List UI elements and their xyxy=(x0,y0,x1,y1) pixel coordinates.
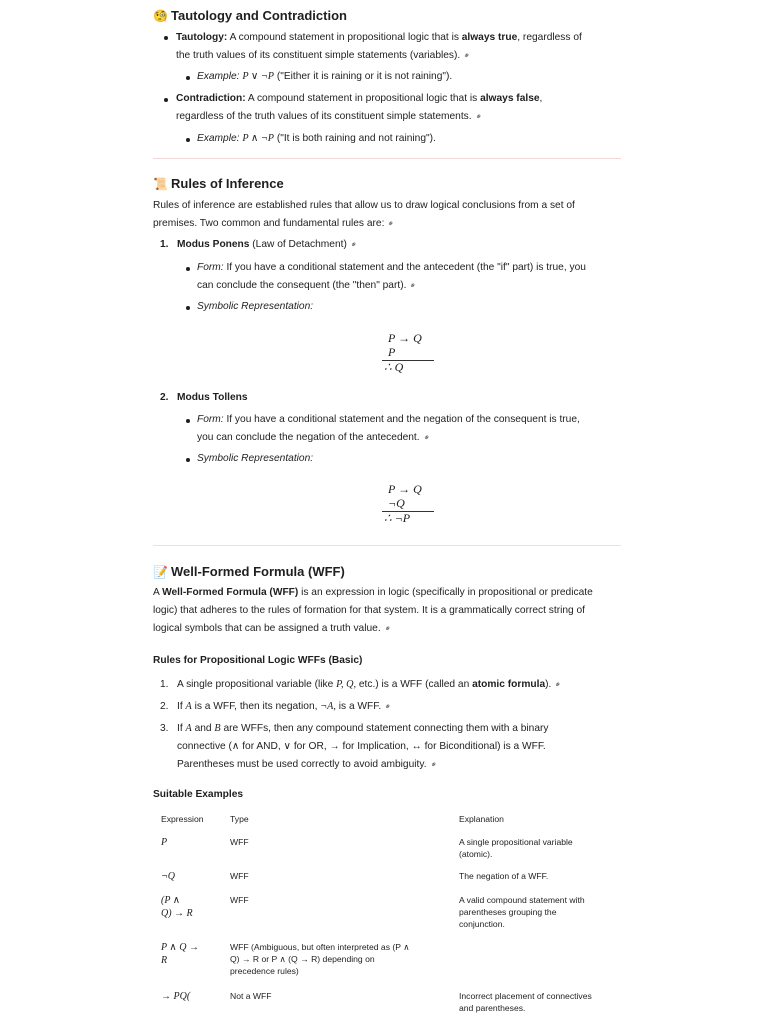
rule1-premise-2: P xyxy=(388,345,396,359)
inference-intro: Rules of inference are established rules that allow us to draw logical conclusions from a set of premises. Two common and fundamental rules are:⚭ xyxy=(153,197,621,233)
divider xyxy=(153,158,621,159)
contradiction-example: Example: P ∧ ¬P ("It is both raining and not raining"). xyxy=(197,133,436,144)
link-icon[interactable]: ⚭ xyxy=(348,239,360,251)
list-number: 2. xyxy=(160,392,169,403)
bullet-icon xyxy=(186,306,190,310)
table-cell-expression: P ∧ Q → R xyxy=(161,942,199,966)
table-cell-expression: → PQ( xyxy=(161,991,191,1002)
wff-rule-3: If A and B are WFFs, then any compound statement connecting them with a binary connective (∧ for AND, ∨ for OR, → for Implication, ↔ for Biconditional) is a WFF. Parentheses must be used correctly to avoid ambiguity.⚭ xyxy=(177,720,622,774)
bullet-icon xyxy=(186,138,190,142)
divider xyxy=(153,545,621,546)
table-cell-type: WFF (Ambiguous, but often interpreted as (P ∧ Q) → R or P ∧ (Q → R) depending on precedence rules) xyxy=(230,942,410,976)
rule2-symbolic-label: Symbolic Representation: xyxy=(197,453,314,464)
bullet-icon xyxy=(186,267,190,271)
rule2-premise-1: P → Q xyxy=(388,482,422,496)
tautology-example: Example: P ∨ ¬P ("Either it is raining or it is not raining"). xyxy=(197,71,453,82)
table-cell-expression: (P ∧ Q) → R xyxy=(161,895,193,919)
section-title-text: Tautology and Contradiction xyxy=(171,8,347,23)
list-number: 3. xyxy=(160,723,169,734)
link-icon[interactable]: ⚭ xyxy=(473,111,485,123)
table-cell-expression: P xyxy=(161,837,168,848)
contradiction-definition: Contradiction: A compound statement in propositional logic that is always false, regardless of the truth values of its constituent simple statements.⚭ xyxy=(176,90,626,126)
table-cell-type: WFF xyxy=(230,837,249,847)
link-icon[interactable]: ⚭ xyxy=(385,218,397,230)
table-cell-type: Not a WFF xyxy=(230,991,272,1001)
table-cell-type: WFF xyxy=(230,871,249,881)
list-number: 2. xyxy=(160,701,169,712)
section-title-wff xyxy=(153,564,345,579)
link-icon[interactable]: ⚭ xyxy=(421,432,433,444)
section-title-text: Rules of Inference xyxy=(171,176,284,191)
table-cell-explanation: The negation of a WFF. xyxy=(459,871,549,881)
section-title-inference xyxy=(153,176,284,191)
rule1-form: Form: If you have a conditional statement and the antecedent (the "if" part) is true, you can conclude the consequent (the "then" part).⚭ xyxy=(197,259,622,295)
rule1-premise-1: P → Q xyxy=(388,331,422,345)
table-cell-explanation: Incorrect placement of connectives and parentheses. xyxy=(459,991,592,1013)
link-icon[interactable]: ⚭ xyxy=(427,759,440,771)
bullet-icon xyxy=(186,419,190,423)
rule1-symbolic-label: Symbolic Representation: xyxy=(197,301,314,312)
bullet-icon xyxy=(186,76,190,80)
link-icon[interactable]: ⚭ xyxy=(461,50,473,62)
bullet-icon xyxy=(186,458,190,462)
section-title-text: Well-Formed Formula (WFF) xyxy=(171,564,345,579)
rule2-conclusion: ∴ ¬P xyxy=(384,511,411,525)
tautology-definition: Tautology: A compound statement in propositional logic that is always true, regardless of the truth values of its constituent simple statements (variables).⚭ xyxy=(176,29,626,65)
table-header-explanation: Explanation xyxy=(459,814,504,824)
table-cell-explanation: A single propositional variable (atomic). xyxy=(459,837,573,859)
scroll-icon: 📜 xyxy=(153,176,168,191)
table-cell-type: WFF xyxy=(230,895,249,905)
link-icon[interactable]: ⚭ xyxy=(382,623,394,635)
rule2-title: Modus Tollens xyxy=(177,392,248,403)
link-icon[interactable]: ⚭ xyxy=(552,679,564,691)
section-title-tautology xyxy=(153,8,347,23)
wff-rule-1: A single propositional variable (like P, Q, etc.) is a WFF (called an atomic formula).⚭ xyxy=(177,676,622,694)
bullet-icon xyxy=(164,98,168,102)
table-cell-expression: ¬Q xyxy=(161,871,175,882)
table-header-expression: Expression xyxy=(161,814,204,824)
table-header-type: Type xyxy=(230,814,249,824)
rule2-form: Form: If you have a conditional statement and the negation of the consequent is true, you can conclude the negation of the antecedent.⚭ xyxy=(197,411,622,447)
rule1-title: Modus Ponens (Law of Detachment)⚭ xyxy=(177,236,358,254)
wff-intro: A Well-Formed Formula (WFF) is an expression in logic (specifically in propositional or predicate logic) that adheres to the rules of formation for that system. It is a grammatically correct string of logical symbols that can be assigned a truth value.⚭ xyxy=(153,584,623,638)
list-number: 1. xyxy=(160,679,169,690)
table-cell-explanation: A valid compound statement with parentheses grouping the conjunction. xyxy=(459,895,585,929)
memo-icon: 📝 xyxy=(153,564,168,579)
list-number: 1. xyxy=(160,239,169,250)
rules-heading: Rules for Propositional Logic WFFs (Basic) xyxy=(153,655,363,666)
examples-heading: Suitable Examples xyxy=(153,789,244,800)
face-with-monocle-icon: 🧐 xyxy=(153,8,168,23)
link-icon[interactable]: ⚭ xyxy=(382,701,394,713)
bullet-icon xyxy=(164,36,168,40)
rule1-conclusion: ∴ Q xyxy=(384,360,404,374)
rule2-premise-2: ¬Q xyxy=(388,496,405,510)
wff-rule-2: If A is a WFF, then its negation, ¬A, is a WFF.⚭ xyxy=(177,698,622,716)
link-icon[interactable]: ⚭ xyxy=(407,280,419,292)
